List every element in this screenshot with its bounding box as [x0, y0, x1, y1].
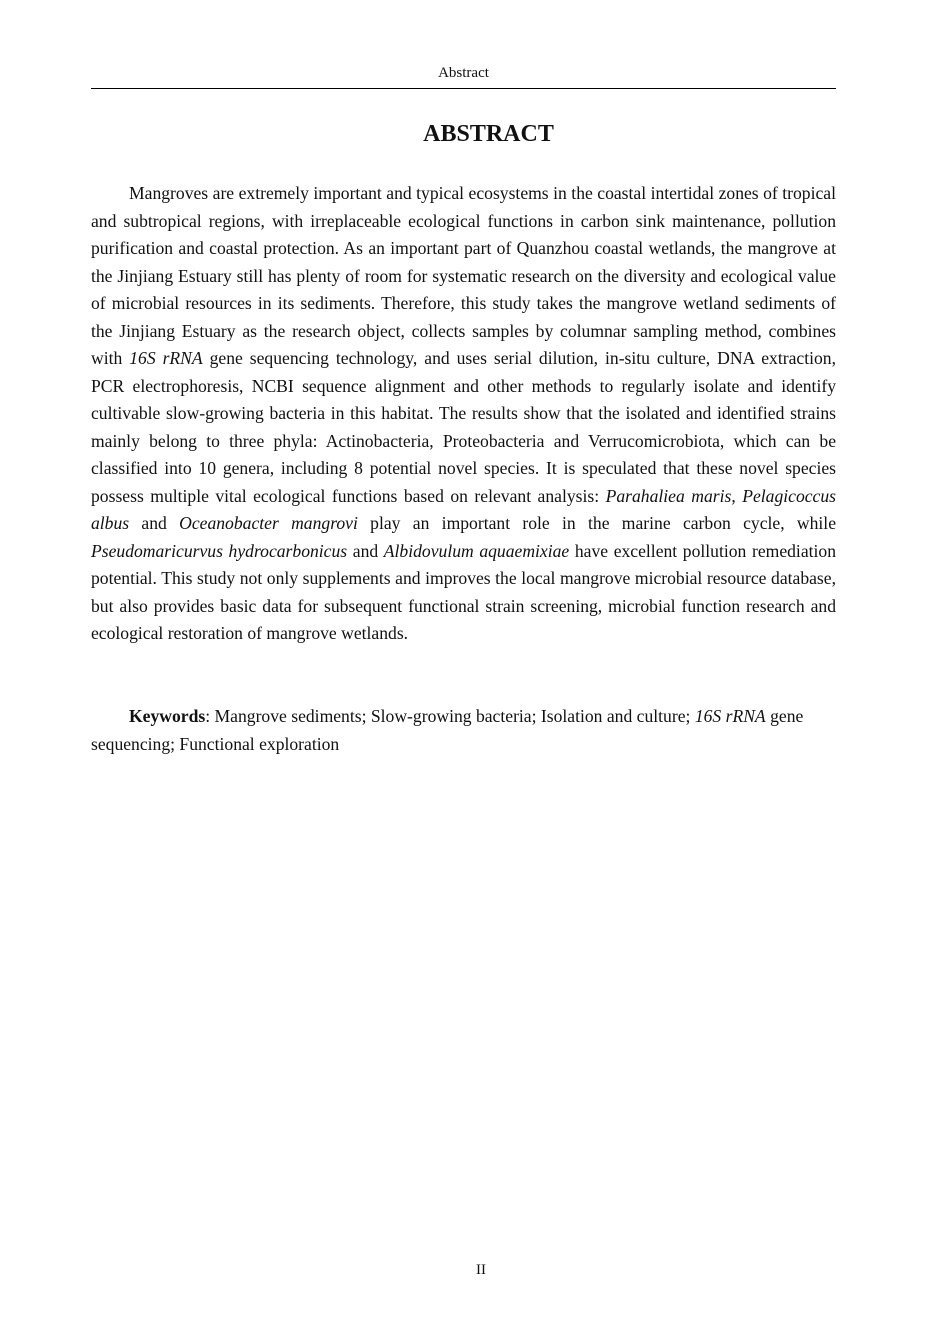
page-number: II [476, 1262, 486, 1278]
gene-term-italic: 16S rRNA [129, 348, 203, 368]
running-header-title: Abstract [438, 65, 489, 81]
abstract-text: , [731, 485, 743, 506]
species-name-italic: Pelagicoccus albus [91, 485, 837, 533]
page-title: ABSTRACT [423, 121, 554, 147]
species-name-italic: Oceanobacter mangrovi [179, 513, 358, 533]
abstract-text: gene sequencing technology, and uses serial dilution, in-situ culture, DNA extraction, PCR electrophoresis, NCBI sequence alignment and other methods to regularly isolate and identify cultivable slow-growing bacteria in this habitat. The results show that the isolated and identified strains mainly belong to three phyla: Actinobacteria, Proteobacteria and Verrucomicrobiota, which can be classified into 10 genera, including 8 potential novel species. It is speculated that these novel species possess multiple vital ecological functions based on relevant analysis: [91, 348, 836, 506]
keyword-gene-term-italic: 16S rRNA [694, 706, 766, 726]
abstract-text: have excellent pollution remediation potential. This study not only supplements and improves the local mangrove microbial resource database, but also provides basic data for subsequent functional strain screening, microbial function research and ecological restoration of mangrove wetlands. [91, 540, 836, 643]
abstract-text: and [347, 540, 384, 561]
species-name-italic: Pseudomaricurvus hydrocarbonicus [91, 540, 348, 561]
species-name-italic: Albidovulum aquaemixiae [383, 540, 570, 561]
keywords-text: gene sequencing; Functional exploration [91, 706, 804, 754]
abstract-text: play an important role in the marine carbon cycle, while [357, 513, 837, 533]
species-name-italic: Parahaliea maris [605, 485, 732, 506]
abstract-text: and [129, 513, 180, 533]
abstract-paragraph [91, 180, 836, 648]
abstract-text: Mangroves are extremely important and typical ecosystems in the coastal intertidal zones of tropical and subtropical regions, with irreplaceable ecological functions in carbon sink maintenance, pollution purification and coastal protection. As an important part of Quanzhou coastal wetlands, the mangrove at the Jinjiang Estuary still has plenty of room for systematic research on the diversity and ecological value of microbial resources in its sediments. Therefore, this study takes the mangrove wetland sediments of the Jinjiang Estuary as the research object, collects samples by columnar sampling method, combines with [91, 183, 836, 368]
keywords-paragraph [91, 703, 836, 758]
keywords-label: Keywords [129, 706, 206, 726]
header-divider [91, 88, 836, 89]
keywords-text: : Mangrove sediments; Slow-growing bacteria; Isolation and culture; [205, 706, 695, 726]
